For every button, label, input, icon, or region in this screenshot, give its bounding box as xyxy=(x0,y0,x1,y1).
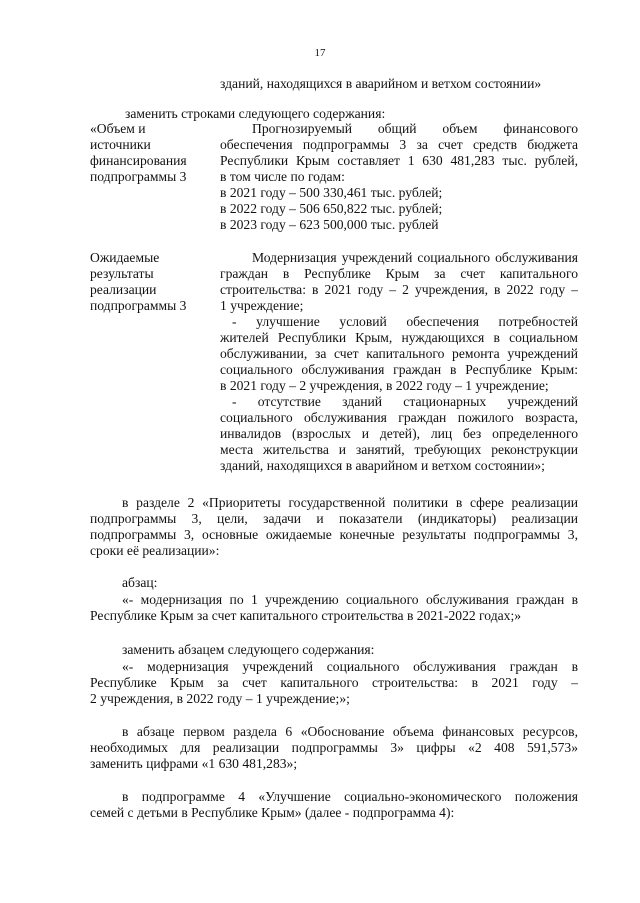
row2-content-line: в 2021 году – 2 учреждения, в 2022 году – 1 учреждение; xyxy=(220,378,549,393)
row2-label-line: реализации xyxy=(90,282,157,297)
subprogram4-line: в подпрограмме 4 «Улучшение социально-экономического положения xyxy=(122,789,578,804)
abzac-new-line: 2 учреждения, в 2022 году – 1 учреждение;»; xyxy=(90,691,350,706)
row2-label-line: Ожидаемые xyxy=(90,250,160,265)
subprogram4-paragraph xyxy=(90,789,578,821)
page-number: 17 xyxy=(314,47,326,59)
row2-label xyxy=(90,250,220,314)
row1-content-line: в 2022 году – 506 650,822 тыс. рублей; xyxy=(220,201,443,216)
row2-content-line: инвалидов (взрослых и детей), лиц без определенного xyxy=(220,426,578,441)
section2-line: подпрограммы 3, основные ожидаемые конечные результаты подпрограммы 3, xyxy=(90,527,578,542)
row2-content-line: 1 учреждение; xyxy=(220,298,304,313)
row2-content-line: социального обслуживания граждан в Республике Крым: xyxy=(220,362,578,377)
row2-content-line: обслуживании, за счет капитального ремонта учреждений xyxy=(220,346,578,361)
row1-content-line: в 2021 году – 500 330,461 тыс. рублей; xyxy=(220,185,443,200)
section2-line: сроки её реализации»: xyxy=(90,543,220,558)
row2-content-line: зданий, находящихся в аварийном и ветхом состоянии»; xyxy=(220,458,545,473)
section6-line: необходимых для реализации подпрограммы 3» цифры «2 408 591,573» xyxy=(90,740,578,755)
section6-paragraph xyxy=(90,724,578,772)
row1-label xyxy=(90,121,220,185)
abzac-label: абзац: xyxy=(122,575,158,590)
row2-content-line: граждан в Республике Крым за счет капитального xyxy=(220,266,578,281)
abzac-old-line: Республике Крым за счет капитального строительства в 2021-2022 годах;» xyxy=(90,608,522,623)
row2-content xyxy=(220,250,578,474)
abzac-new-paragraph xyxy=(90,659,578,707)
section6-line: в абзаце первом раздела 6 «Обоснование объема финансовых ресурсов, xyxy=(122,724,578,739)
row2-content-line: социального обслуживания граждан пожилого возраста, xyxy=(220,410,578,425)
abzac-new-line: Республике Крым за счет капитального строительства: в 2021 году – xyxy=(90,675,578,690)
section2-line: подпрограммы 3, цели, задачи и показатели (индикаторы) реализации xyxy=(90,511,578,526)
top-line: зданий, находящихся в аварийном и ветхом состоянии» xyxy=(220,76,542,91)
row1-label-line: финансирования xyxy=(90,153,187,168)
row1-content-line: обеспечения подпрограммы 3 за счет средств бюджета xyxy=(220,137,578,152)
replace-abzac: заменить абзацем следующего содержания: xyxy=(122,642,375,657)
row1-label-line: подпрограммы 3 xyxy=(90,169,187,184)
row2-content-line: - отсутствие зданий стационарных учреждений xyxy=(232,394,578,409)
row1-label-line: «Объем и xyxy=(90,121,146,136)
abzac-old-line: «- модернизация по 1 учреждению социального обслуживания граждан в xyxy=(122,592,578,607)
row1-label-line: источники xyxy=(90,137,151,152)
section6-line: заменить цифрами «1 630 481,283»; xyxy=(90,756,298,771)
abzac-old-paragraph xyxy=(90,592,578,624)
row2-content-line: строительства: в 2021 году – 2 учреждения, в 2022 году – xyxy=(220,282,578,297)
row1-content-line: в том числе по годам: xyxy=(220,169,345,184)
abzac-new-line: «- модернизация учреждений социального обслуживания граждан в xyxy=(122,659,578,674)
section2-paragraph xyxy=(90,495,578,559)
row1-content-line: Прогнозируемый общий объем финансового xyxy=(252,121,578,136)
section2-line: в разделе 2 «Приоритеты государственной политики в сфере реализации xyxy=(122,495,578,510)
row1-content-line: Республики Крым составляет 1 630 481,283 тыс. рублей, xyxy=(220,153,578,168)
replace-intro: заменить строками следующего содержания: xyxy=(125,106,386,121)
row1-content xyxy=(220,121,578,233)
subprogram4-line: семей с детьми в Республике Крым» (далее - подпрограмма 4): xyxy=(90,805,455,820)
row2-content-line: - улучшение условий обеспечения потребностей xyxy=(232,314,578,329)
row2-label-line: результаты xyxy=(90,266,154,281)
row2-label-line: подпрограммы 3 xyxy=(90,298,187,313)
row2-content-line: жителей Республики Крым, нуждающихся в социальном xyxy=(220,330,578,345)
row2-content-line: места жительства и занятий, требующих реконструкции xyxy=(220,442,578,457)
row2-content-line: Модернизация учреждений социального обслуживания xyxy=(252,250,578,265)
row1-content-line: в 2023 году – 623 500,000 тыс. рублей xyxy=(220,217,439,232)
